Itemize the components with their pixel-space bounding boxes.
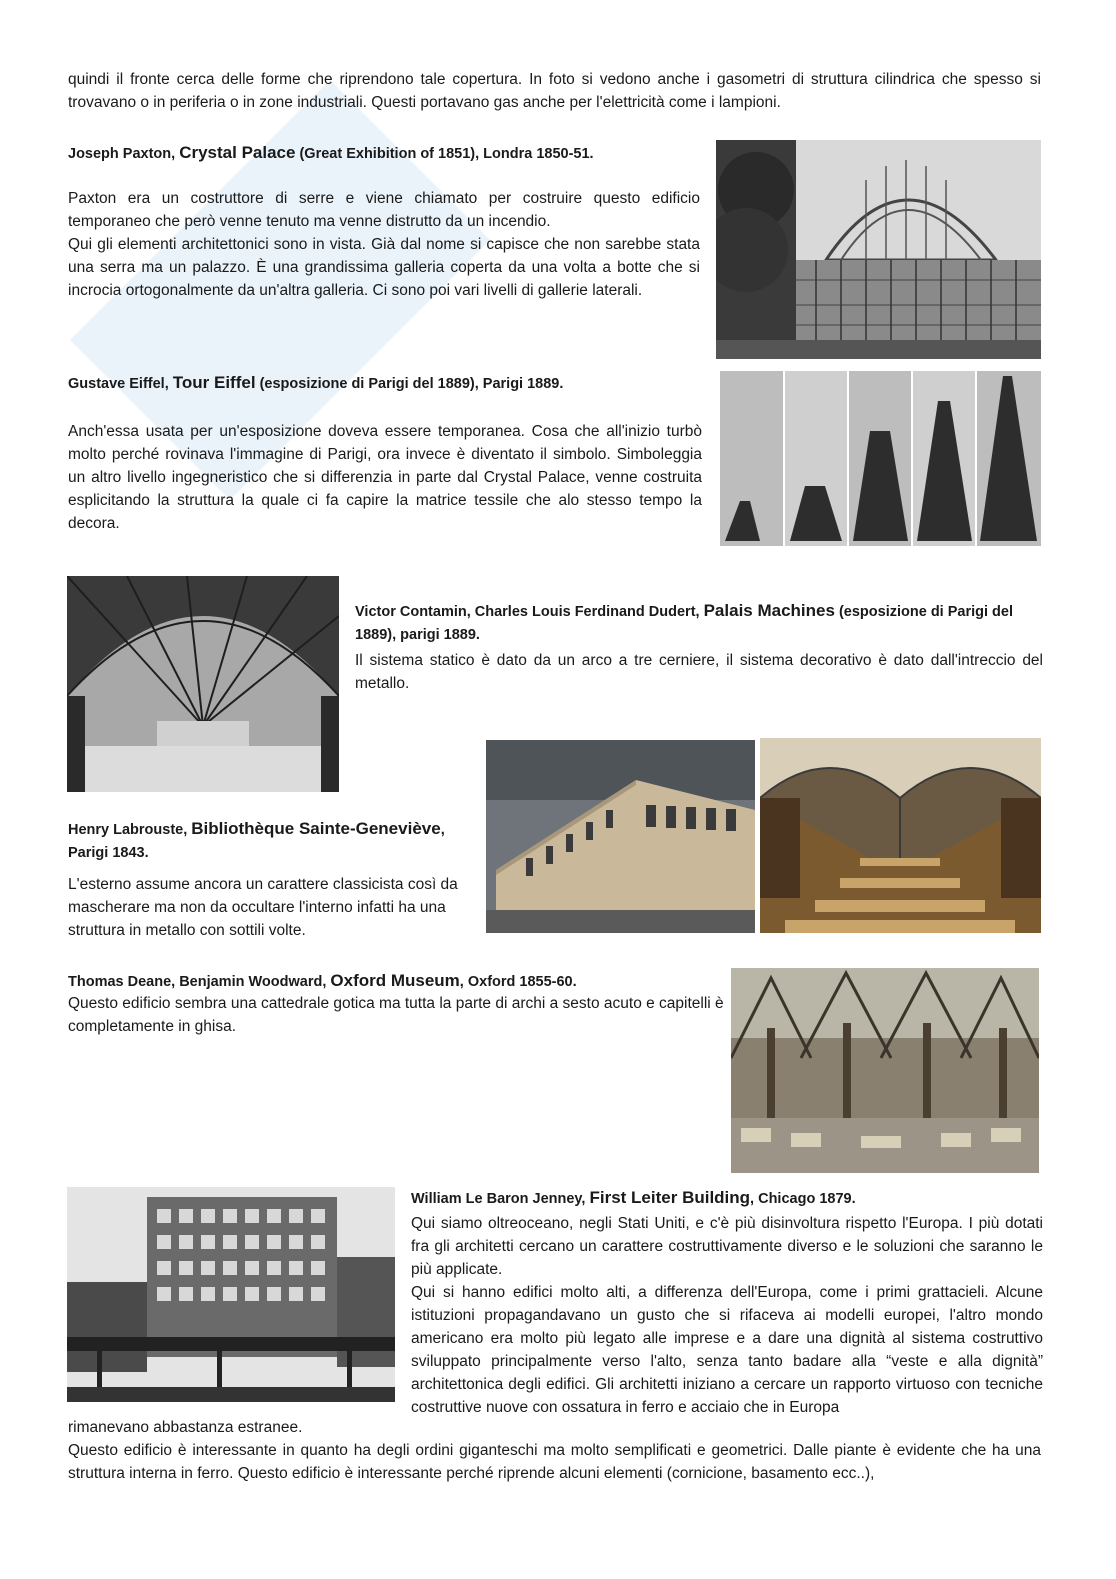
eiffel-tower-image	[720, 371, 1041, 546]
leiter-body-right	[411, 1212, 1043, 1419]
palais-heading	[355, 599, 1043, 647]
biblio-author: Henry Labrouste,	[68, 822, 192, 838]
eiffel-author: Gustave Eiffel,	[68, 376, 173, 392]
palais-p1: Il sistema statico è dato da un arco a tre cerniere, il sistema decorativo è dato dall'intreccio del metallo.	[355, 652, 1043, 692]
leiter-meta: , Chicago 1879.	[750, 1191, 856, 1207]
intro-paragraph	[68, 68, 1041, 114]
crystal-author: Joseph Paxton,	[68, 146, 180, 162]
eiffel-heading	[68, 371, 708, 396]
leiter-heading	[411, 1186, 1043, 1211]
crystal-heading	[68, 141, 708, 166]
leiter-p3: Questo edificio è interessante in quanto ha degli ordini giganteschi ma molto semplificati e geometrici. Dalle piante è evidente che ha una struttura interna in ferro. Questo edificio è interessante perché riprende alcuni elementi (cornicione, basamento ecc..),	[68, 1442, 1041, 1482]
eiffel-p1: Anch'essa usata per un'esposizione doveva essere temporanea. Cosa che all'inizio turbò molto perché rovinava l'immagine di Parigi, ora invece è diventato il simbolo. Simboleggia un altro livello ingegneristico che si differenzia in parte dal Crystal Palace, venne costruita esplicitando la struttura la quale ci fa capire la matrice tessile che alo stesso tempo la decora.	[68, 423, 702, 532]
eiffel-body	[68, 420, 702, 535]
biblio-heading	[68, 817, 468, 865]
crystal-meta: (Great Exhibition of 1851), Londra 1850-51.	[295, 146, 594, 162]
crystal-palace-image	[716, 140, 1041, 359]
oxford-museum-image	[731, 968, 1039, 1173]
palais-title: Palais Machines	[703, 601, 835, 620]
leiter-author: William Le Baron Jenney,	[411, 1191, 590, 1207]
eiffel-title: Tour Eiffel	[172, 373, 256, 392]
biblio-body	[68, 873, 480, 942]
biblio-title: Bibliothèque Sainte-Geneviève	[191, 819, 441, 838]
palais-machines-image	[67, 576, 339, 792]
leiter-p1: Qui siamo oltreoceano, negli Stati Uniti, e c'è più disinvoltura rispetto l'Europa. I più dotati fra gli architetti cercano un carattere costruttivamente diverso e le soluzioni che saranno le più applicate.	[411, 1215, 1043, 1278]
biblio-meta: , Parigi 1843.	[68, 822, 445, 861]
oxford-body	[68, 992, 724, 1038]
oxford-meta: , Oxford 1855-60.	[459, 974, 577, 990]
crystal-title: Crystal Palace	[179, 143, 296, 162]
bibliotheque-exterior-image	[486, 740, 755, 933]
palais-meta: (esposizione di Parigi del 1889), parigi 1889.	[355, 604, 1014, 643]
intro-text: quindi il fronte cerca delle forme che riprendono tale copertura. In foto si vedono anche i gasometri di struttura cilindrica che spesso si trovavano o in periferia o in zone industriali. Questi portavano gas anche per l'elettricità come i lampioni.	[68, 71, 1041, 111]
leiter-body-full	[68, 1416, 1041, 1485]
biblio-p1: L'esterno assume ancora un carattere classicista così da mascherare ma non da occultare l'interno infatti ha una struttura in metallo con sottili volte.	[68, 876, 458, 939]
bibliotheque-interior-image	[760, 738, 1041, 933]
leiter-building-image	[67, 1187, 395, 1402]
oxford-title: Oxford Museum	[330, 971, 460, 990]
palais-body	[355, 649, 1043, 695]
oxford-heading	[68, 969, 728, 994]
oxford-p1: Questo edificio sembra una cattedrale gotica ma tutta la parte di archi a sesto acuto e capitelli è completamente in ghisa.	[68, 995, 724, 1035]
eiffel-meta: (esposizione di Parigi del 1889), Parigi 1889.	[255, 376, 564, 392]
crystal-p2: Qui gli elementi architettonici sono in vista. Già dal nome si capisce che non sarebbe stata una serra ma un palazzo. È una grandissima galleria coperta da una volta a botte che si incrocia ortogonalmente da un'altra galleria. Ci sono poi vari livelli di gallerie laterali.	[68, 236, 700, 299]
leiter-p2b: rimanevano abbastanza estranee.	[68, 1419, 303, 1436]
leiter-title: First Leiter Building	[589, 1188, 751, 1207]
crystal-p1: Paxton era un costruttore di serre e viene chiamato per costruire questo edificio temporaneo che però venne tenuto ma venne distrutto da un incendio.	[68, 190, 700, 230]
palais-author: Victor Contamin, Charles Louis Ferdinand Dudert,	[355, 604, 704, 620]
oxford-author: Thomas Deane, Benjamin Woodward,	[68, 974, 331, 990]
leiter-p2a: Qui si hanno edifici molto alti, a differenza dell'Europa, come i primi grattacieli. Alcune istituzioni propagandavano un gusto che si rifaceva ai modelli europei, l'altro mondo americano era molto più legato alle imprese e a dare una dignità al sistema costruttivo sviluppato principalmente verso l'alto, senza tanto badare alla “veste e alla dignità” architettonica degli edifici. Gli architetti iniziano a cercare un rapporto virtuoso con tecniche costruttive nuove con ossatura in ferro e acciaio che in Europa	[411, 1284, 1043, 1416]
crystal-body	[68, 187, 700, 302]
